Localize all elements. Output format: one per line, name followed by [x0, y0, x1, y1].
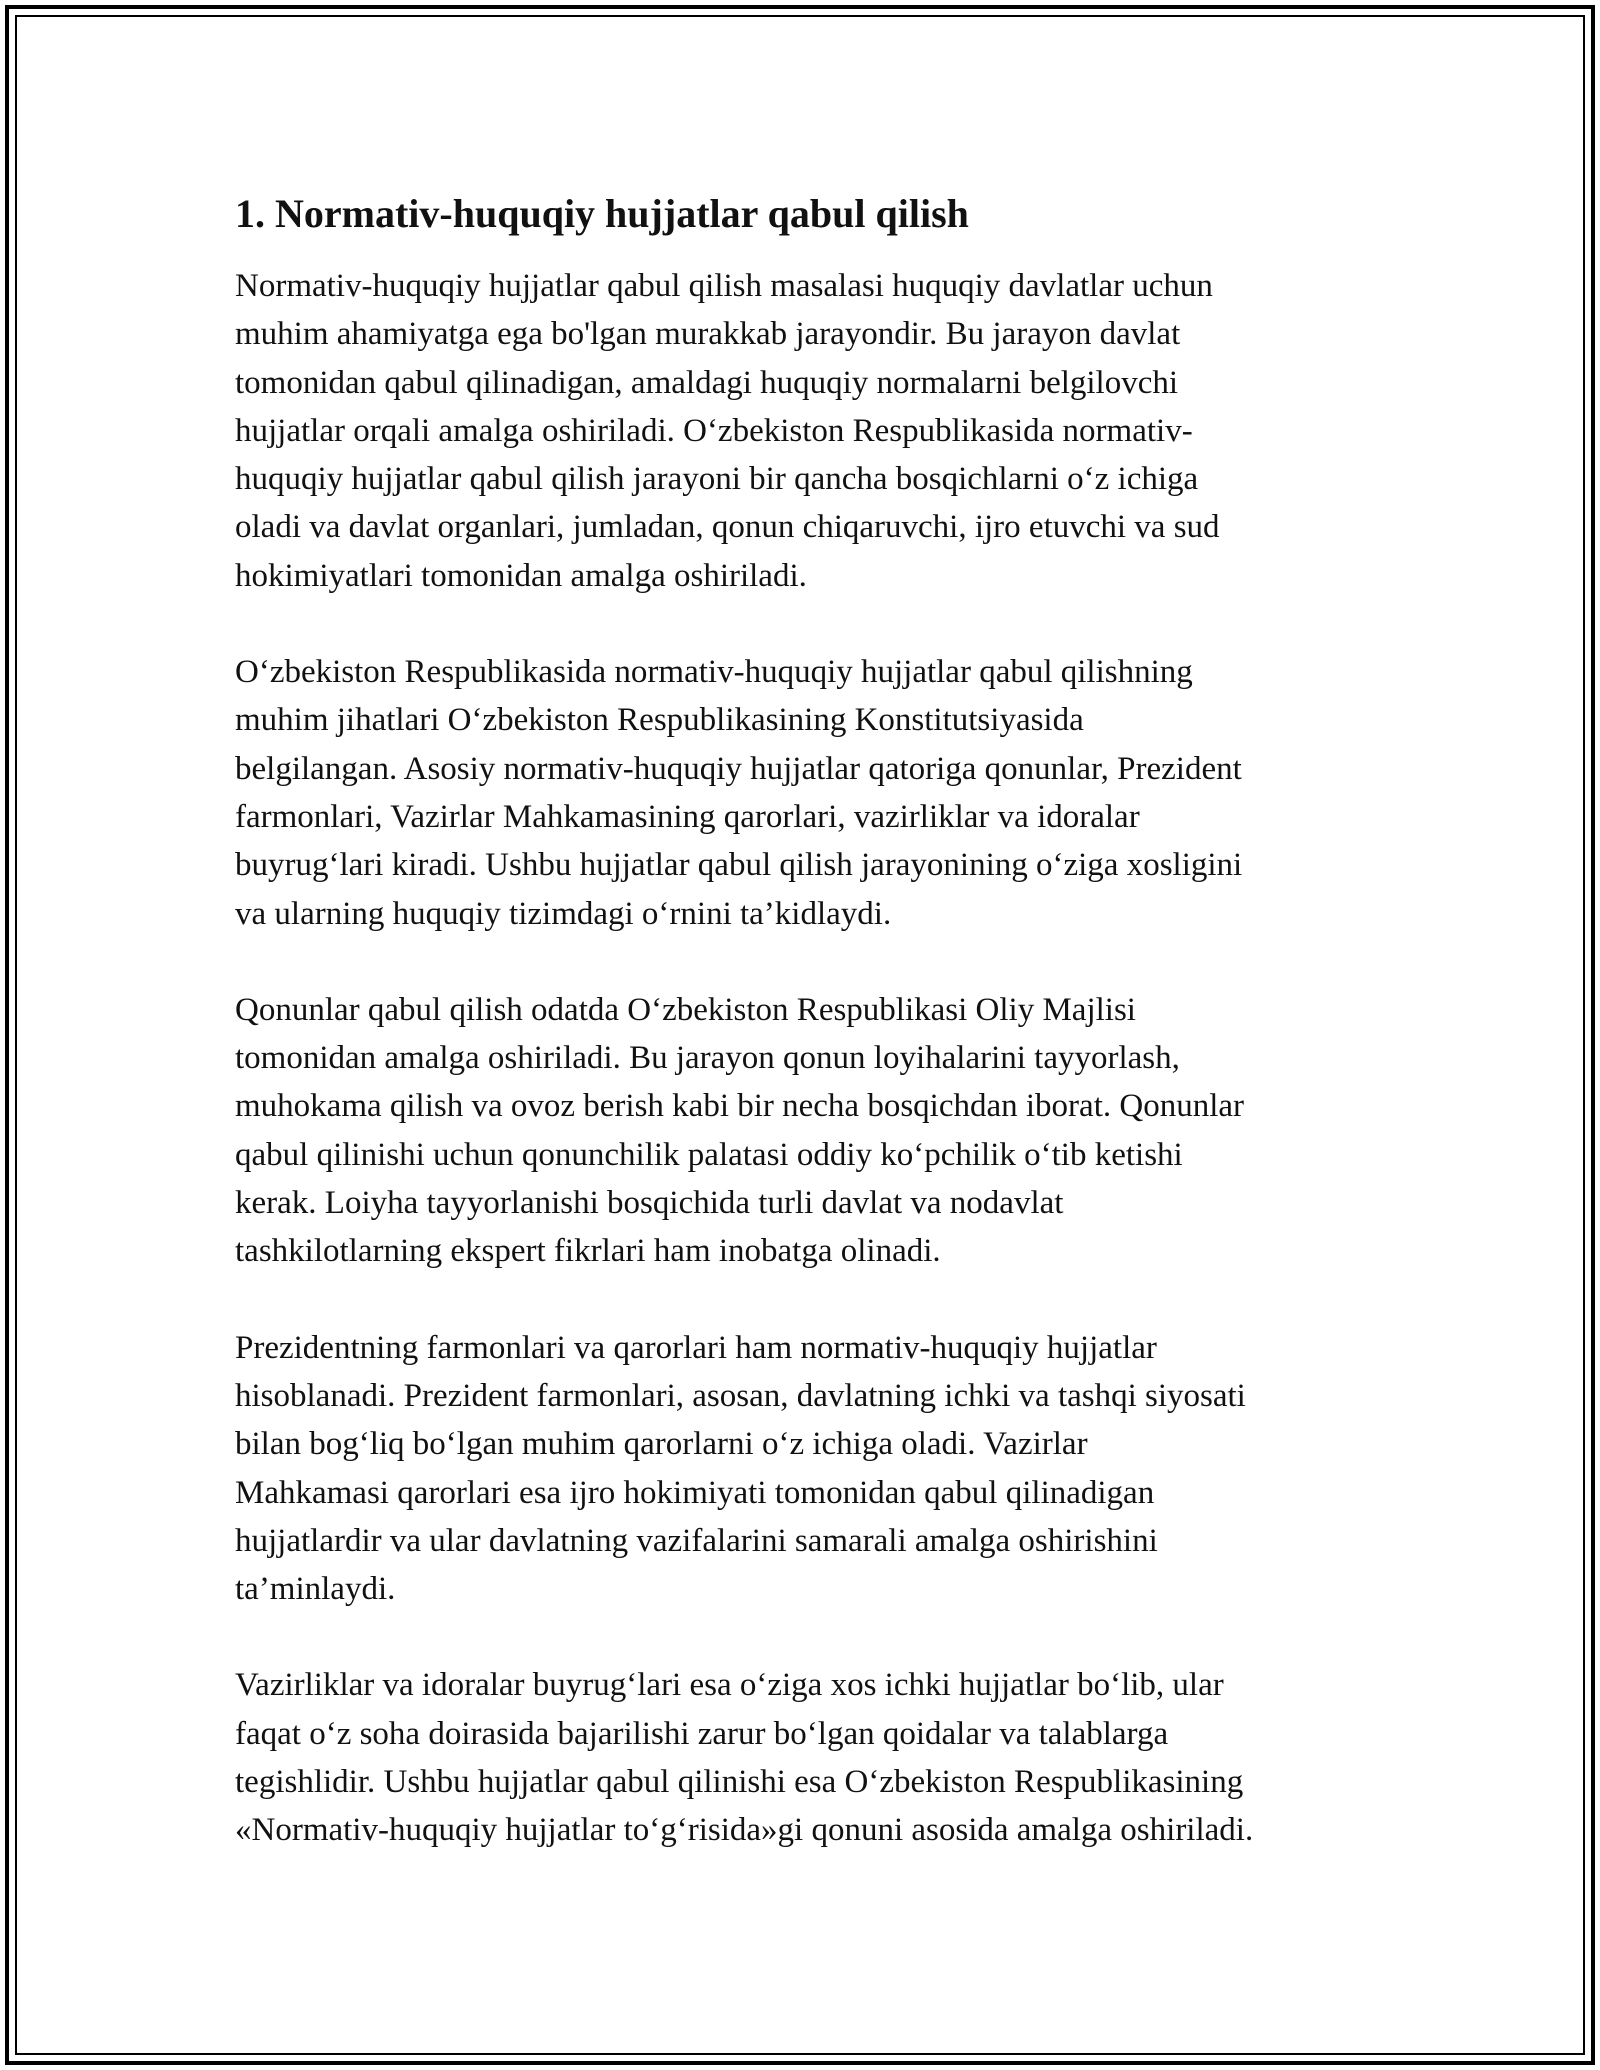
paragraph-5: Vazirliklar va idoralar buyrug‘lari esa o‘ziga xos ichki hujjatlar bo‘lib, ular faqat o‘z soha doirasida bajarilishi zarur bo‘lgan qoidalar va talablarga tegishlidir. Ushbu hujjatlar qabul qilinishi esa O‘zbekiston Respublikasining «Normativ-huquqiy hujjatlar to‘g‘risida»gi qonuni asosida amalga oshiriladi.: [235, 1667, 1254, 1849]
paragraph-3: Qonunlar qabul qilish odatda O‘zbekiston Respublikasi Oliy Majlisi tomonidan amalga oshiriladi. Bu jarayon qonun loyihalarini tayyorlash, muhokama qilish va ovoz berish kabi bir necha bosqichdan iborat. Qonunlar qabul qilinishi uchun qonunchilik palatasi oddiy ko‘pchilik o‘tib ketishi kerak. Loiyha tayyorlanishi bosqichida turli davlat va nodavlat tashkilotlarning ekspert fikrlari ham inobatga olinadi.: [235, 991, 1244, 1270]
paragraph-1: Normativ-huquqiy hujjatlar qabul qilish masalasi huquqiy davlatlar uchun muhim ahamiyatga ega bo'lgan murakkab jarayondir. Bu jarayon davlat tomonidan qabul qilinadigan, amaldagi huquqiy normalarni belgilovchi hujjatlar orqali amalga oshiriladi. O‘zbekiston Respublikasida normativ- huquqiy hujjatlar qabul qilish jarayoni bir qancha bosqichlarni o‘z ichiga oladi va davlat organlari, jumladan, qonun chiqaruvchi, ijro etuvchi va sud hokimiyatlari tomonidan amalga oshiriladi.: [235, 268, 1220, 594]
document-body: [235, 186, 1375, 1903]
paragraph-4: Prezidentning farmonlari va qarorlari ham normativ-huquqiy hujjatlar hisoblanadi. Prezident farmonlari, asosan, davlatning ichki va tashqi siyosati bilan bog‘liq bo‘lgan muhim qarorlarni o‘z ichiga oladi. Vazirlar Mahkamasi qarorlari esa ijro hokimiyati tomonidan qabul qilinadigan hujjatlardir va ular davlatning vazifalarini samarali amalga oshirishini ta’minlaydi.: [235, 1329, 1246, 1608]
section-heading: 1. Normativ-huquqiy hujjatlar qabul qilish: [235, 191, 969, 236]
paragraph-2: O‘zbekiston Respublikasida normativ-huquqiy hujjatlar qabul qilishning muhim jihatlari O‘zbekiston Respublikasining Konstitutsiyasida belgilangan. Asosiy normativ-huquqiy hujjatlar qatoriga qonunlar, Prezident farmonlari, Vazirlar Mahkamasining qarorlari, vazirliklar va idoralar buyrug‘lari kiradi. Ushbu hujjatlar qabul qilish jarayonining o‘ziga xosligini va ularning huquqiy tizimdagi o‘rnini ta’kidlaydi.: [235, 654, 1243, 932]
